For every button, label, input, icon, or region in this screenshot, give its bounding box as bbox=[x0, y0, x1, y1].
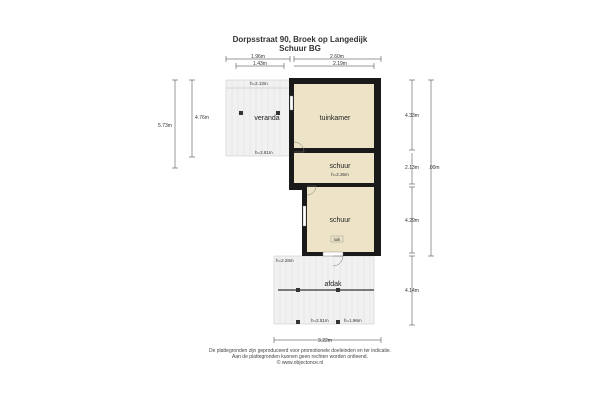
room-label-luik: luik bbox=[333, 237, 341, 242]
dim-right-c: 4.29m bbox=[405, 218, 419, 224]
height-afdak-top: h=2.28m bbox=[276, 258, 294, 263]
dim-bottom: 3.22m bbox=[318, 338, 332, 344]
footer-disclaimer-2: Aan de plattegronden kunnen geen rechten worden ontleend. bbox=[232, 354, 368, 360]
height-afdak-bottom-left: h=2.51m bbox=[311, 318, 329, 323]
plan-subtitle: Schuur BG bbox=[279, 44, 321, 53]
footer-disclaimer-1: De plattegronden zijn geproduceerd voor promotionele doeleinden en ter indicatie. bbox=[208, 348, 392, 354]
dim-left-outer: 5.73m bbox=[158, 123, 172, 129]
room-label-afdak: afdak bbox=[324, 281, 342, 288]
height-veranda-bottom: h=2.81m bbox=[255, 150, 273, 155]
room-label-tuinkamer: tuinkamer bbox=[319, 115, 351, 122]
dim-right-total: .00m bbox=[428, 165, 440, 171]
dim-top-left-inner: 1.43m bbox=[253, 61, 267, 67]
dim-top-right-outer: 2.60m bbox=[330, 54, 344, 60]
dim-left-inner: 4.76m bbox=[195, 115, 209, 121]
footer-copyright: © www.objectonce.nl bbox=[276, 360, 324, 366]
dim-right-d: 4.14m bbox=[405, 288, 419, 294]
room-label-schuur-large: schuur bbox=[329, 217, 351, 224]
dim-top-right-inner: 2.19m bbox=[333, 61, 347, 67]
dim-top-left-outer: 1.96m bbox=[251, 54, 265, 60]
schuur-small-height: h=2.36m bbox=[331, 172, 349, 177]
height-afdak-bottom-right: h=1.96m bbox=[344, 318, 362, 323]
height-veranda-top: h=2.13m bbox=[250, 81, 268, 86]
plan-title: Dorpsstraat 90, Broek op Langedijk bbox=[232, 35, 368, 44]
dim-right-b: 2.13m bbox=[405, 165, 419, 171]
room-label-schuur-small: schuur bbox=[329, 163, 351, 170]
room-label-veranda: veranda bbox=[254, 115, 280, 122]
dim-right-a: 4.33m bbox=[405, 113, 419, 119]
